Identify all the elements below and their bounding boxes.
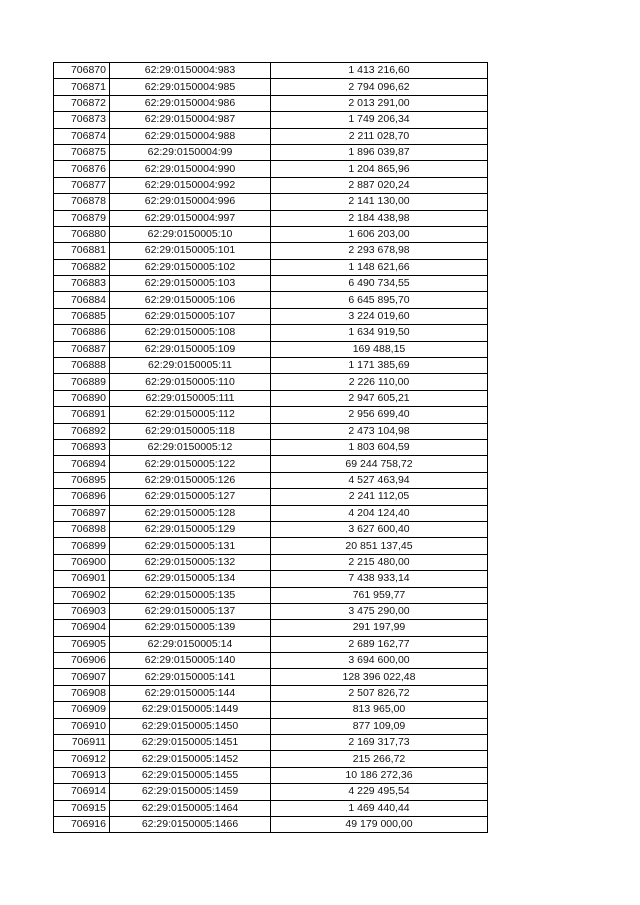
- table-row: [54, 784, 488, 800]
- table-row: [54, 358, 488, 374]
- table-row: [54, 505, 488, 521]
- cadastral-value-table-container: [53, 62, 488, 833]
- row-number-cell: 706892: [54, 423, 110, 439]
- cadastral-number-cell: 62:29:0150005:10: [110, 226, 271, 242]
- row-number-cell: 706887: [54, 341, 110, 357]
- cadastral-value-cell: 1 148 621,66: [271, 259, 488, 275]
- cadastral-value-cell: 2 013 291,00: [271, 95, 488, 111]
- table-row: [54, 341, 488, 357]
- cadastral-number-cell: 62:29:0150004:992: [110, 177, 271, 193]
- row-number-cell: 706903: [54, 603, 110, 619]
- cadastral-value-cell: 2 226 110,00: [271, 374, 488, 390]
- table-row: [54, 95, 488, 111]
- cadastral-value-cell: 6 645 895,70: [271, 292, 488, 308]
- cadastral-value-cell: 1 204 865,96: [271, 161, 488, 177]
- cadastral-value-cell: 813 965,00: [271, 702, 488, 718]
- cadastral-number-cell: 62:29:0150004:99: [110, 144, 271, 160]
- cadastral-value-cell: 1 606 203,00: [271, 226, 488, 242]
- table-row: [54, 292, 488, 308]
- table-row: [54, 669, 488, 685]
- cadastral-number-cell: 62:29:0150005:144: [110, 685, 271, 701]
- cadastral-value-cell: 2 887 020,24: [271, 177, 488, 193]
- row-number-cell: 706908: [54, 685, 110, 701]
- table-row: [54, 685, 488, 701]
- table-row: [54, 308, 488, 324]
- cadastral-value-table: [53, 62, 488, 833]
- cadastral-value-cell: 4 527 463,94: [271, 472, 488, 488]
- table-row: [54, 653, 488, 669]
- row-number-cell: 706897: [54, 505, 110, 521]
- cadastral-number-cell: 62:29:0150004:987: [110, 112, 271, 128]
- cadastral-number-cell: 62:29:0150005:108: [110, 325, 271, 341]
- row-number-cell: 706900: [54, 554, 110, 570]
- cadastral-number-cell: 62:29:0150005:127: [110, 489, 271, 505]
- row-number-cell: 706914: [54, 784, 110, 800]
- table-row: [54, 636, 488, 652]
- cadastral-value-cell: 2 689 162,77: [271, 636, 488, 652]
- cadastral-value-cell: 3 694 600,00: [271, 653, 488, 669]
- cadastral-number-cell: 62:29:0150005:1452: [110, 751, 271, 767]
- cadastral-number-cell: 62:29:0150005:1451: [110, 735, 271, 751]
- cadastral-value-cell: 2 956 699,40: [271, 407, 488, 423]
- table-row: [54, 702, 488, 718]
- cadastral-value-cell: 4 204 124,40: [271, 505, 488, 521]
- cadastral-number-cell: 62:29:0150005:106: [110, 292, 271, 308]
- cadastral-value-cell: 1 413 216,60: [271, 63, 488, 79]
- row-number-cell: 706891: [54, 407, 110, 423]
- row-number-cell: 706905: [54, 636, 110, 652]
- table-row: [54, 390, 488, 406]
- table-row: [54, 79, 488, 95]
- row-number-cell: 706880: [54, 226, 110, 242]
- table-row: [54, 554, 488, 570]
- cadastral-number-cell: 62:29:0150005:141: [110, 669, 271, 685]
- table-row: [54, 439, 488, 455]
- cadastral-number-cell: 62:29:0150004:990: [110, 161, 271, 177]
- table-row: [54, 571, 488, 587]
- cadastral-number-cell: 62:29:0150005:128: [110, 505, 271, 521]
- cadastral-value-cell: 2 169 317,73: [271, 735, 488, 751]
- row-number-cell: 706888: [54, 358, 110, 374]
- cadastral-value-cell: 2 293 678,98: [271, 243, 488, 259]
- table-row: [54, 538, 488, 554]
- table-row: [54, 718, 488, 734]
- cadastral-value-cell: 2 211 028,70: [271, 128, 488, 144]
- cadastral-value-cell: 1 469 440,44: [271, 800, 488, 816]
- row-number-cell: 706881: [54, 243, 110, 259]
- row-number-cell: 706877: [54, 177, 110, 193]
- table-row: [54, 177, 488, 193]
- row-number-cell: 706886: [54, 325, 110, 341]
- cadastral-number-cell: 62:29:0150005:131: [110, 538, 271, 554]
- row-number-cell: 706889: [54, 374, 110, 390]
- cadastral-number-cell: 62:29:0150005:1449: [110, 702, 271, 718]
- table-row: [54, 800, 488, 816]
- row-number-cell: 706896: [54, 489, 110, 505]
- cadastral-number-cell: 62:29:0150005:1466: [110, 816, 271, 832]
- table-row: [54, 63, 488, 79]
- cadastral-number-cell: 62:29:0150005:1459: [110, 784, 271, 800]
- cadastral-number-cell: 62:29:0150005:126: [110, 472, 271, 488]
- cadastral-number-cell: 62:29:0150005:139: [110, 620, 271, 636]
- row-number-cell: 706906: [54, 653, 110, 669]
- cadastral-value-cell: 7 438 933,14: [271, 571, 488, 587]
- row-number-cell: 706910: [54, 718, 110, 734]
- row-number-cell: 706911: [54, 735, 110, 751]
- row-number-cell: 706913: [54, 767, 110, 783]
- cadastral-value-cell: 2 947 605,21: [271, 390, 488, 406]
- cadastral-value-cell: 1 896 039,87: [271, 144, 488, 160]
- cadastral-number-cell: 62:29:0150005:1450: [110, 718, 271, 734]
- row-number-cell: 706884: [54, 292, 110, 308]
- table-row: [54, 226, 488, 242]
- cadastral-value-cell: 877 109,09: [271, 718, 488, 734]
- cadastral-value-cell: 49 179 000,00: [271, 816, 488, 832]
- cadastral-value-cell: 3 475 290,00: [271, 603, 488, 619]
- cadastral-value-cell: 3 627 600,40: [271, 521, 488, 537]
- row-number-cell: 706898: [54, 521, 110, 537]
- table-row: [54, 161, 488, 177]
- cadastral-number-cell: 62:29:0150005:140: [110, 653, 271, 669]
- table-row: [54, 128, 488, 144]
- cadastral-number-cell: 62:29:0150005:1464: [110, 800, 271, 816]
- cadastral-number-cell: 62:29:0150004:988: [110, 128, 271, 144]
- cadastral-value-cell: 761 959,77: [271, 587, 488, 603]
- row-number-cell: 706902: [54, 587, 110, 603]
- table-row: [54, 620, 488, 636]
- table-row: [54, 456, 488, 472]
- row-number-cell: 706879: [54, 210, 110, 226]
- row-number-cell: 706894: [54, 456, 110, 472]
- row-number-cell: 706873: [54, 112, 110, 128]
- cadastral-number-cell: 62:29:0150005:134: [110, 571, 271, 587]
- cadastral-number-cell: 62:29:0150005:107: [110, 308, 271, 324]
- cadastral-number-cell: 62:29:0150005:109: [110, 341, 271, 357]
- table-row: [54, 751, 488, 767]
- cadastral-number-cell: 62:29:0150005:12: [110, 439, 271, 455]
- row-number-cell: 706876: [54, 161, 110, 177]
- row-number-cell: 706890: [54, 390, 110, 406]
- cadastral-value-cell: 1 634 919,50: [271, 325, 488, 341]
- row-number-cell: 706909: [54, 702, 110, 718]
- table-body: [54, 63, 488, 833]
- cadastral-value-cell: 2 507 826,72: [271, 685, 488, 701]
- table-row: [54, 276, 488, 292]
- cadastral-value-cell: 2 141 130,00: [271, 194, 488, 210]
- table-row: [54, 472, 488, 488]
- table-row: [54, 407, 488, 423]
- row-number-cell: 706875: [54, 144, 110, 160]
- cadastral-value-cell: 1 171 385,69: [271, 358, 488, 374]
- row-number-cell: 706904: [54, 620, 110, 636]
- row-number-cell: 706883: [54, 276, 110, 292]
- table-row: [54, 521, 488, 537]
- cadastral-number-cell: 62:29:0150005:135: [110, 587, 271, 603]
- cadastral-value-cell: 3 224 019,60: [271, 308, 488, 324]
- table-row: [54, 144, 488, 160]
- row-number-cell: 706916: [54, 816, 110, 832]
- cadastral-value-cell: 169 488,15: [271, 341, 488, 357]
- cadastral-value-cell: 2 215 480,00: [271, 554, 488, 570]
- table-row: [54, 194, 488, 210]
- row-number-cell: 706895: [54, 472, 110, 488]
- cadastral-number-cell: 62:29:0150005:112: [110, 407, 271, 423]
- table-row: [54, 587, 488, 603]
- cadastral-value-cell: 10 186 272,36: [271, 767, 488, 783]
- cadastral-number-cell: 62:29:0150004:997: [110, 210, 271, 226]
- table-row: [54, 259, 488, 275]
- cadastral-number-cell: 62:29:0150005:118: [110, 423, 271, 439]
- cadastral-number-cell: 62:29:0150004:996: [110, 194, 271, 210]
- table-row: [54, 374, 488, 390]
- cadastral-number-cell: 62:29:0150005:111: [110, 390, 271, 406]
- cadastral-number-cell: 62:29:0150004:985: [110, 79, 271, 95]
- table-row: [54, 325, 488, 341]
- table-row: [54, 243, 488, 259]
- cadastral-number-cell: 62:29:0150005:110: [110, 374, 271, 390]
- cadastral-value-cell: 6 490 734,55: [271, 276, 488, 292]
- row-number-cell: 706874: [54, 128, 110, 144]
- table-row: [54, 735, 488, 751]
- row-number-cell: 706901: [54, 571, 110, 587]
- cadastral-value-cell: 69 244 758,72: [271, 456, 488, 472]
- cadastral-number-cell: 62:29:0150005:103: [110, 276, 271, 292]
- cadastral-value-cell: 128 396 022,48: [271, 669, 488, 685]
- cadastral-value-cell: 1 803 604,59: [271, 439, 488, 455]
- cadastral-value-cell: 291 197,99: [271, 620, 488, 636]
- table-row: [54, 112, 488, 128]
- row-number-cell: 706878: [54, 194, 110, 210]
- cadastral-number-cell: 62:29:0150005:1455: [110, 767, 271, 783]
- cadastral-number-cell: 62:29:0150004:986: [110, 95, 271, 111]
- row-number-cell: 706899: [54, 538, 110, 554]
- table-row: [54, 210, 488, 226]
- table-row: [54, 489, 488, 505]
- row-number-cell: 706872: [54, 95, 110, 111]
- table-row: [54, 816, 488, 832]
- cadastral-number-cell: 62:29:0150005:132: [110, 554, 271, 570]
- table-row: [54, 603, 488, 619]
- row-number-cell: 706915: [54, 800, 110, 816]
- row-number-cell: 706882: [54, 259, 110, 275]
- cadastral-number-cell: 62:29:0150005:101: [110, 243, 271, 259]
- cadastral-value-cell: 20 851 137,45: [271, 538, 488, 554]
- cadastral-value-cell: 2 241 112,05: [271, 489, 488, 505]
- cadastral-number-cell: 62:29:0150005:122: [110, 456, 271, 472]
- table-row: [54, 423, 488, 439]
- row-number-cell: 706907: [54, 669, 110, 685]
- cadastral-value-cell: 215 266,72: [271, 751, 488, 767]
- cadastral-value-cell: 1 749 206,34: [271, 112, 488, 128]
- row-number-cell: 706871: [54, 79, 110, 95]
- cadastral-number-cell: 62:29:0150005:137: [110, 603, 271, 619]
- cadastral-number-cell: 62:29:0150005:102: [110, 259, 271, 275]
- cadastral-number-cell: 62:29:0150005:11: [110, 358, 271, 374]
- cadastral-value-cell: 4 229 495,54: [271, 784, 488, 800]
- row-number-cell: 706870: [54, 63, 110, 79]
- row-number-cell: 706912: [54, 751, 110, 767]
- row-number-cell: 706893: [54, 439, 110, 455]
- cadastral-value-cell: 2 184 438,98: [271, 210, 488, 226]
- cadastral-value-cell: 2 794 096,62: [271, 79, 488, 95]
- cadastral-number-cell: 62:29:0150004:983: [110, 63, 271, 79]
- cadastral-value-cell: 2 473 104,98: [271, 423, 488, 439]
- cadastral-number-cell: 62:29:0150005:129: [110, 521, 271, 537]
- row-number-cell: 706885: [54, 308, 110, 324]
- cadastral-number-cell: 62:29:0150005:14: [110, 636, 271, 652]
- table-row: [54, 767, 488, 783]
